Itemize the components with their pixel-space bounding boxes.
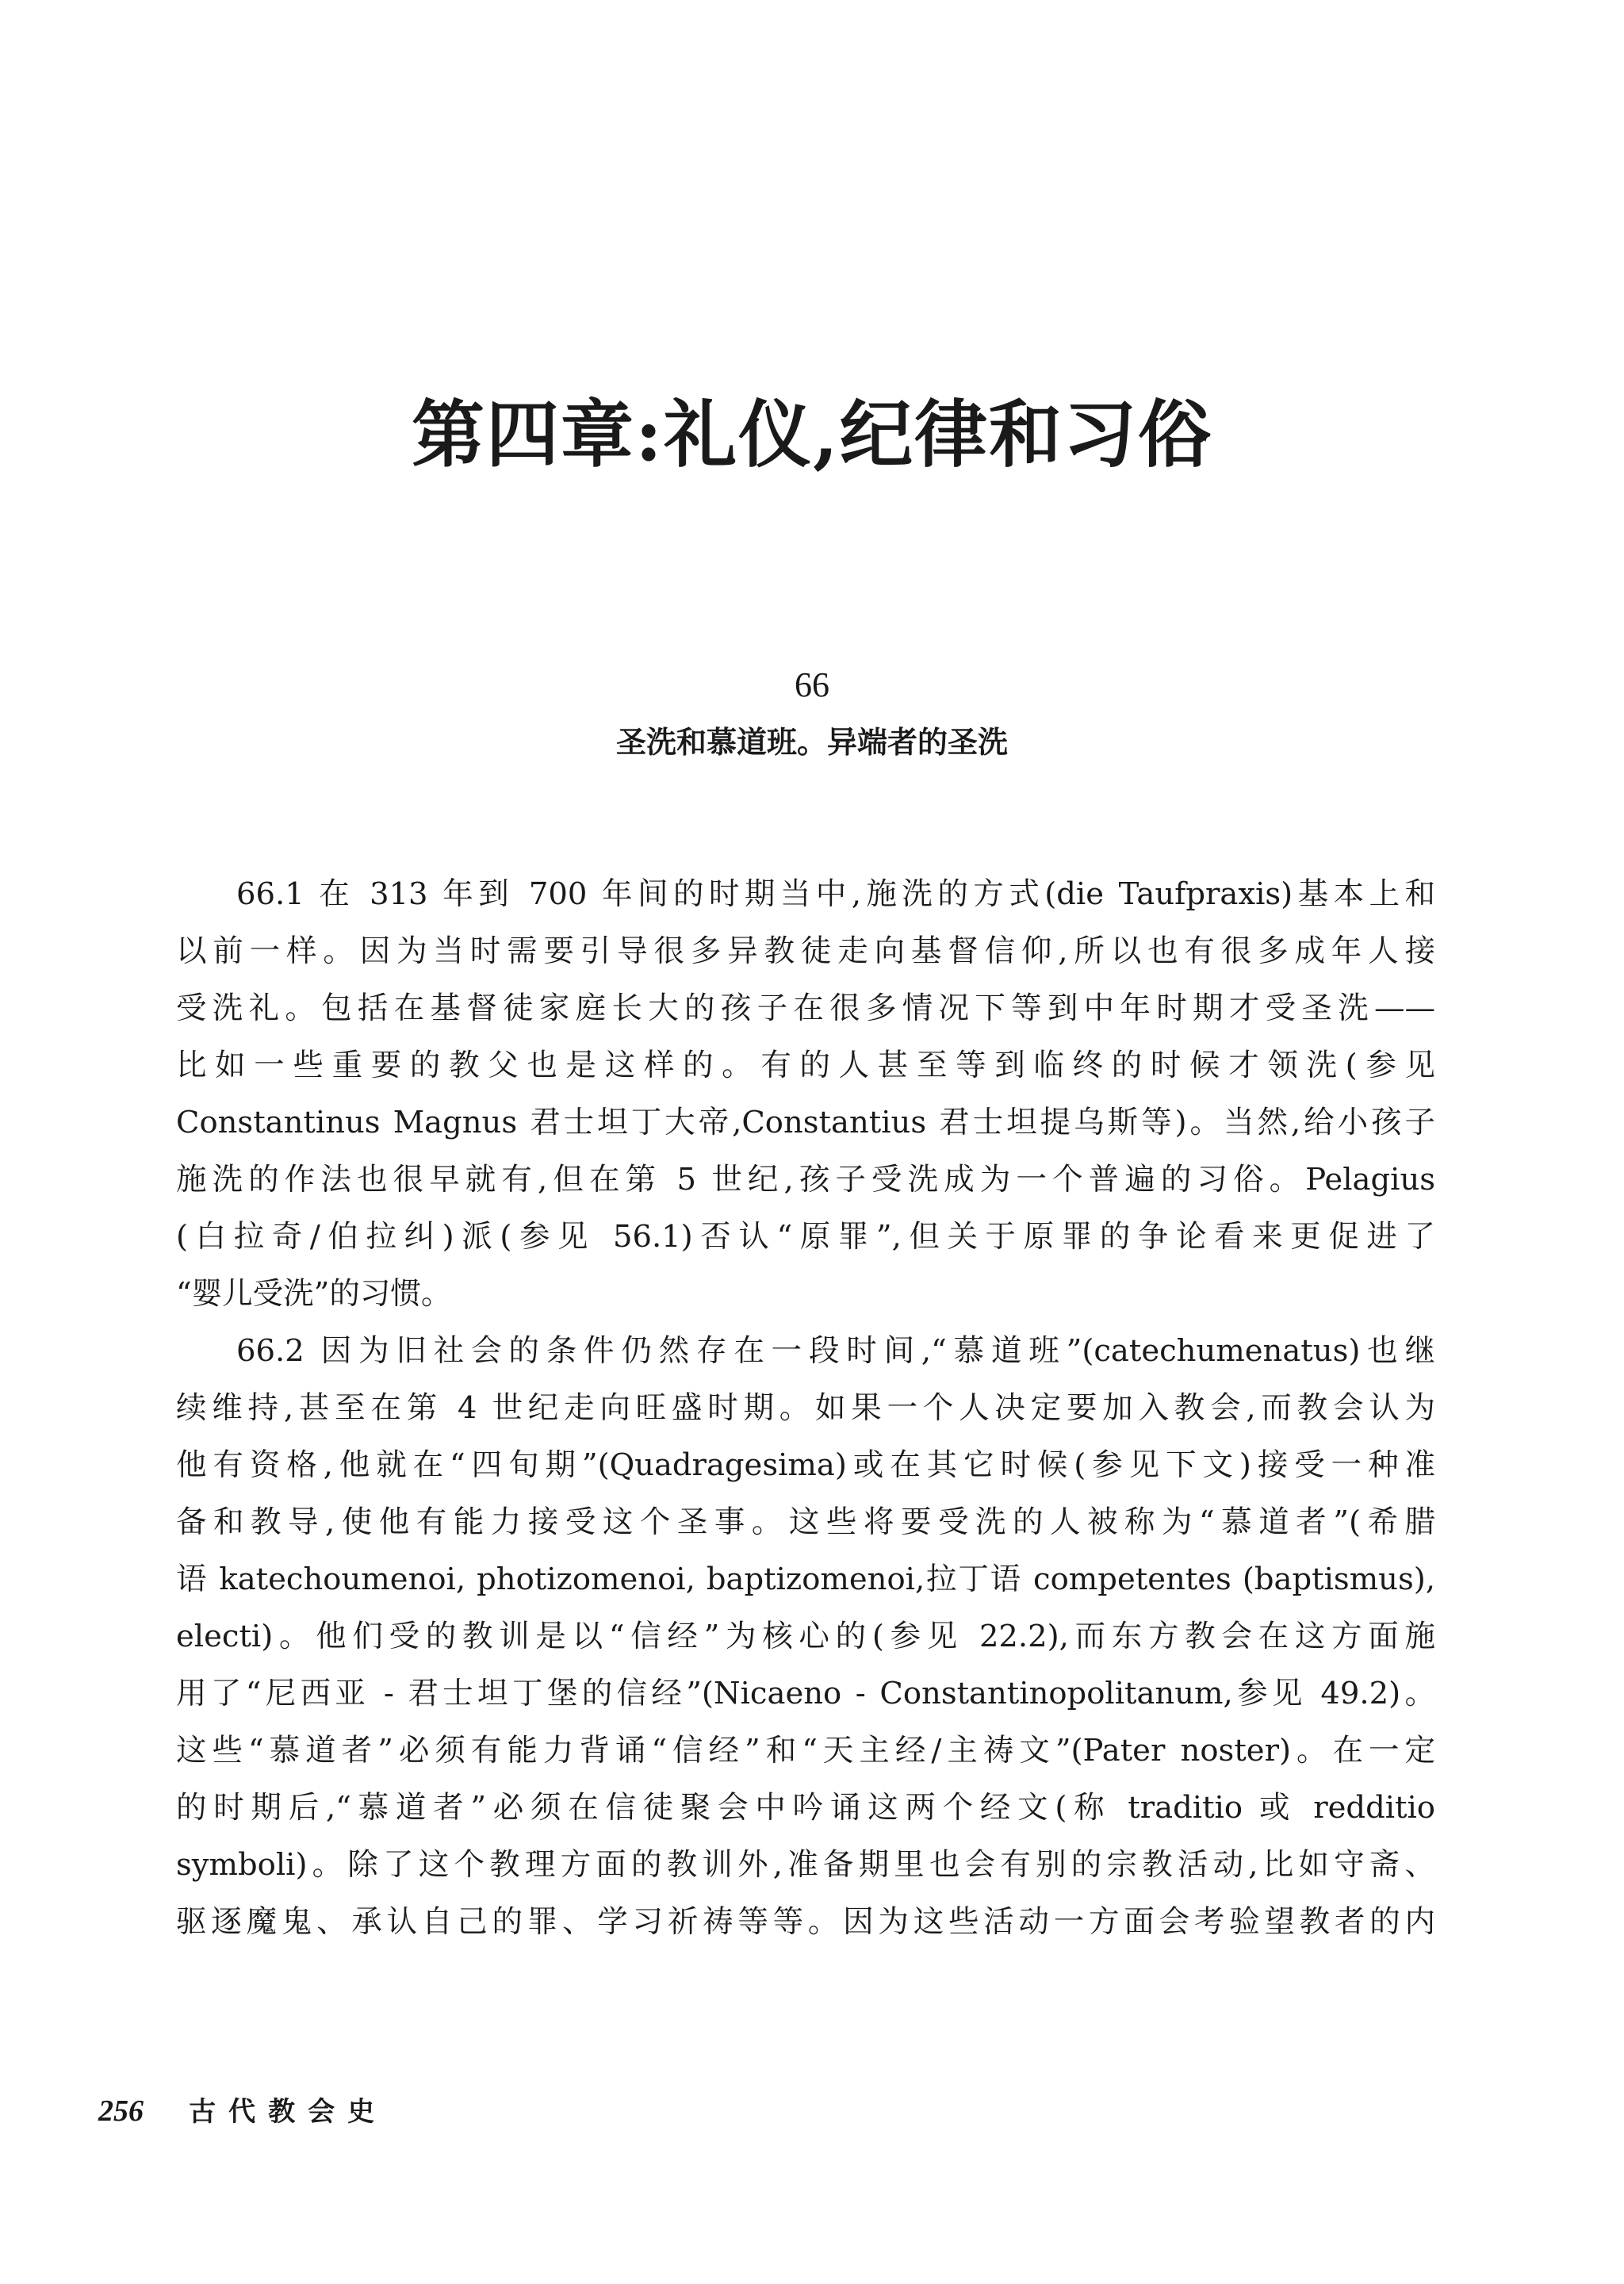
paragraph-line: Constantinus Magnus 君士坦丁大帝,Constantius 君士坦提乌斯等)。当然,给小孩子: [176, 1105, 1435, 1140]
paragraph-line: electi)。他们受的教训是以“信经”为核心的(参见 22.2),而东方教会在这方面施: [176, 1619, 1435, 1654]
page-number: 256: [98, 2094, 144, 2128]
paragraph-line: 66.1 在 313 年到 700 年间的时期当中,施洗的方式(die Taufpraxis)基本上和: [236, 876, 1435, 912]
paragraph-line: 施洗的作法也很早就有,但在第 5 世纪,孩子受洗成为一个普遍的习俗。Pelagius: [176, 1162, 1435, 1198]
chapter-title: 第四章:礼仪,纪律和习俗: [412, 392, 1212, 477]
paragraph-line: 受洗礼。包括在基督徒家庭长大的孩子在很多情况下等到中年时期才受圣洗——: [176, 991, 1435, 1026]
paragraph-line: 用了“尼西亚 - 君士坦丁堡的信经”(Nicaeno - Constantinopolitanum,参见 49.2)。: [176, 1676, 1435, 1711]
paragraph-line: “婴儿受洗”的习惯。: [176, 1276, 452, 1312]
section-title: 圣洗和慕道班。异端者的圣洗: [615, 724, 1008, 760]
page-footer: [98, 2090, 387, 2132]
paragraph-line: symboli)。除了这个教理方面的教训外,准备期里也会有别的宗教活动,比如守斋、: [176, 1847, 1435, 1883]
body-text: [176, 866, 1435, 1951]
paragraph-line: 他有资格,他就在“四旬期”(Quadragesima)或在其它时候(参见下文)接受一种准: [176, 1447, 1435, 1483]
paragraph-line: 以前一样。因为当时需要引导很多异教徒走向基督信仰,所以也有很多成年人接: [176, 933, 1435, 969]
paragraph-line: 备和教导,使他有能力接受这个圣事。这些将要受洗的人被称为“慕道者”(希腊: [176, 1504, 1435, 1540]
paragraph-line: (白拉奇/伯拉纠)派(参见 56.1)否认“原罪”,但关于原罪的争论看来更促进了: [176, 1219, 1435, 1255]
paragraph-line: 的时期后,“慕道者”必须在信徒聚会中吟诵这两个经文(称 traditio 或 redditio: [176, 1790, 1435, 1826]
running-title: 古代教会史: [189, 2096, 388, 2128]
paragraph-line: 这些“慕道者”必须有能力背诵“信经”和“天主经/主祷文”(Pater noster)。在一定: [176, 1733, 1435, 1769]
paragraph-line: 66.2 因为旧社会的条件仍然存在一段时间,“慕道班”(catechumenatus)也继: [236, 1333, 1435, 1369]
paragraph-line: 续维持,甚至在第 4 世纪走向旺盛时期。如果一个人决定要加入教会,而教会认为: [176, 1390, 1435, 1426]
paragraph-line: 驱逐魔鬼、承认自己的罪、学习祈祷等等。因为这些活动一方面会考验望教者的内: [176, 1904, 1435, 1940]
paragraph-line: 比如一些重要的教父也是这样的。有的人甚至等到临终的时候才领洗(参见: [176, 1048, 1435, 1083]
paragraph-line: 语 katechoumenoi, photizomenoi, baptizomenoi,拉丁语 competentes (baptismus),: [176, 1562, 1435, 1597]
section-number: 66: [795, 665, 829, 704]
